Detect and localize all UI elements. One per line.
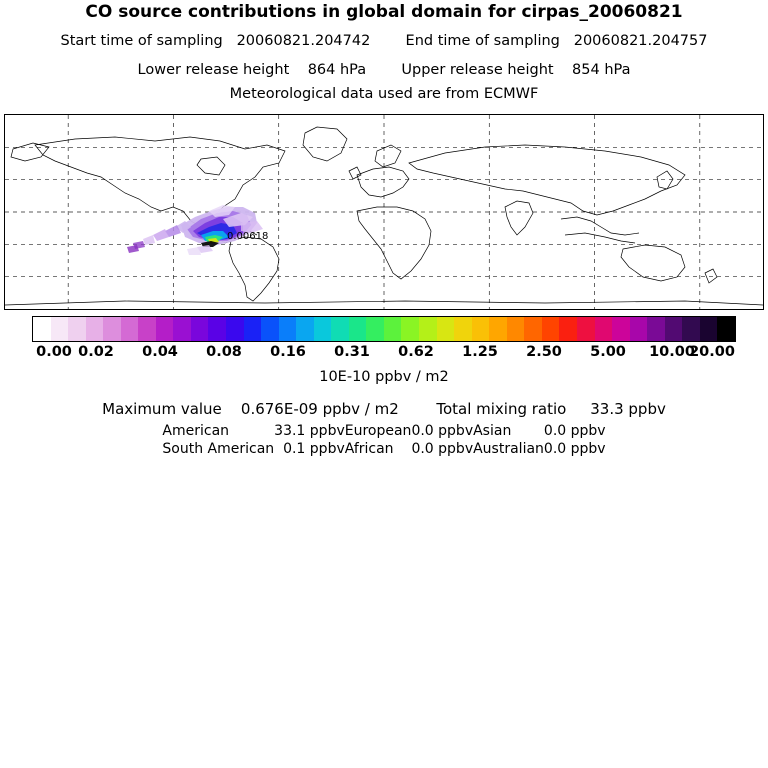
colorbar-tick-label: 10.00 <box>649 344 695 360</box>
colorbar-swatch-9 <box>191 317 209 341</box>
colorbar-tick-label: 0.31 <box>334 344 370 360</box>
colorbar-swatch-8 <box>173 317 191 341</box>
colorbar-tick-label: 20.00 <box>689 344 735 360</box>
colorbar-swatch-26 <box>489 317 507 341</box>
meteorology-source: Meteorological data used are from ECMWF <box>229 86 539 102</box>
colorbar-swatch-38 <box>700 317 718 341</box>
colorbar-swatch-5 <box>121 317 139 341</box>
page-title: CO source contributions in global domain for cirpas_20060821 <box>85 2 683 22</box>
colorbar-tick-labels <box>0 344 768 362</box>
colorbar-swatch-16 <box>314 317 332 341</box>
colorbar-swatch-4 <box>103 317 121 341</box>
region-value-european: 0.0 ppbv <box>411 423 474 439</box>
colorbar-unit-label: 10E-10 ppbv / m2 <box>319 369 449 385</box>
table-row <box>162 440 605 458</box>
colorbar-swatch-27 <box>507 317 525 341</box>
colorbar-tick-label: 0.04 <box>142 344 178 360</box>
colorbar-swatch-33 <box>612 317 630 341</box>
colorbar-swatch-32 <box>595 317 613 341</box>
region-value-asian: 0.0 ppbv <box>543 423 606 439</box>
colorbar-swatch-31 <box>577 317 595 341</box>
region-name-australian: Australian <box>473 441 544 457</box>
colorbar-tick-label: 0.62 <box>398 344 434 360</box>
colorbar-swatch-35 <box>647 317 665 341</box>
colorbar-swatch-20 <box>384 317 402 341</box>
region-value-australian: 0.0 ppbv <box>543 441 606 457</box>
plume-footprint <box>127 205 263 255</box>
end-time-label: End time of sampling <box>405 33 560 49</box>
colorbar-swatch-21 <box>401 317 419 341</box>
colorbar-swatch-18 <box>349 317 367 341</box>
max-value-label: Maximum value <box>102 400 222 418</box>
colorbar-swatch-36 <box>665 317 683 341</box>
region-name-american: American <box>162 423 230 439</box>
colorbar-swatch-10 <box>208 317 226 341</box>
region-name-european: European <box>344 423 412 439</box>
colorbar-swatch-28 <box>524 317 542 341</box>
statistics-block <box>0 400 768 458</box>
colorbar-swatch-24 <box>454 317 472 341</box>
colorbar-swatch-3 <box>86 317 104 341</box>
lower-release-height-label: Lower release height <box>137 62 290 78</box>
colorbar-tick-label: 0.02 <box>78 344 114 360</box>
total-mixing-ratio-value: 33.3 ppbv <box>590 400 666 418</box>
colorbar <box>32 316 736 342</box>
colorbar-swatch-19 <box>366 317 384 341</box>
colorbar-tick-label: 0.16 <box>270 344 306 360</box>
region-value-south-american: 0.1 ppbv <box>283 441 345 457</box>
colorbar-swatch-6 <box>138 317 156 341</box>
region-contributions-table <box>162 422 605 458</box>
region-value-african: 0.0 ppbv <box>411 441 474 457</box>
colorbar-tick-label: 0.00 <box>36 344 72 360</box>
start-time-label: Start time of sampling <box>60 33 223 49</box>
colorbar-swatch-22 <box>419 317 437 341</box>
region-name-african: African <box>344 441 394 457</box>
region-name-asian: Asian <box>473 423 512 439</box>
colorbar-swatch-17 <box>331 317 349 341</box>
region-name-south-american: South American <box>162 441 275 457</box>
map-gridlines <box>5 115 763 309</box>
region-value-american: 33.1 ppbv <box>274 423 345 439</box>
start-time-value: 20060821.204742 <box>236 33 371 49</box>
colorbar-swatch-1 <box>51 317 69 341</box>
colorbar-swatch-2 <box>68 317 86 341</box>
colorbar-swatch-25 <box>472 317 490 341</box>
colorbar-swatch-23 <box>437 317 455 341</box>
colorbar-swatch-0 <box>33 317 51 341</box>
colorbar-swatch-37 <box>682 317 700 341</box>
colorbar-swatch-15 <box>296 317 314 341</box>
colorbar-swatch-14 <box>279 317 297 341</box>
colorbar-swatch-29 <box>542 317 560 341</box>
colorbar-swatch-11 <box>226 317 244 341</box>
map-svg <box>5 115 763 309</box>
colorbar-tick-label: 1.25 <box>462 344 498 360</box>
summary-row <box>0 400 768 418</box>
total-mixing-ratio-label: Total mixing ratio <box>436 400 567 418</box>
colorbar-swatch-13 <box>261 317 279 341</box>
end-time-value: 20060821.204757 <box>573 33 708 49</box>
contour-value-label: 0.00618 <box>227 231 269 242</box>
table-row <box>162 422 605 440</box>
upper-release-height-value: 854 hPa <box>572 62 631 78</box>
max-value-value: 0.676E-09 ppbv / m2 <box>240 400 399 418</box>
colorbar-tick-label: 0.08 <box>206 344 242 360</box>
release-height-line <box>0 62 768 78</box>
world-map-plot <box>4 114 764 310</box>
colorbar-swatch-34 <box>630 317 648 341</box>
colorbar-tick-label: 5.00 <box>590 344 626 360</box>
colorbar-swatch-7 <box>156 317 174 341</box>
upper-release-height-label: Upper release height <box>401 62 554 78</box>
sampling-time-line <box>0 33 768 49</box>
colorbar-tick-label: 2.50 <box>526 344 562 360</box>
lower-release-height-value: 864 hPa <box>307 62 367 78</box>
colorbar-swatch-39 <box>717 317 735 341</box>
colorbar-swatch-30 <box>559 317 577 341</box>
colorbar-swatch-12 <box>244 317 262 341</box>
